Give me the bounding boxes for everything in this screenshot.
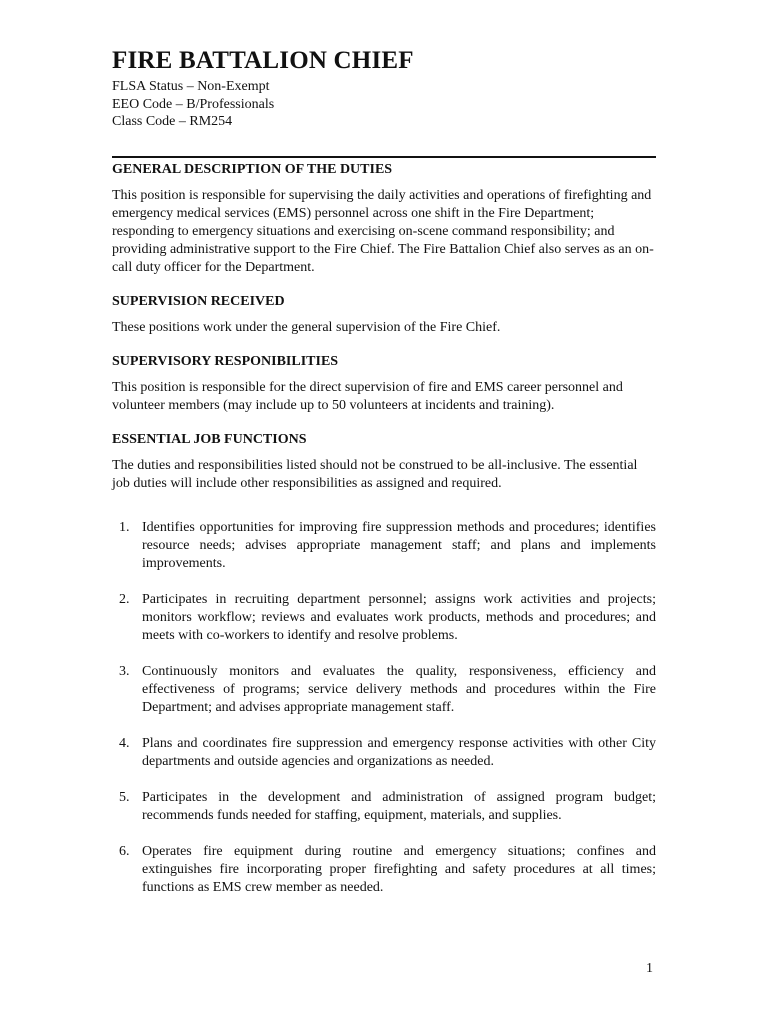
list-item: [112, 519, 656, 573]
flsa-status: FLSA Status – Non-Exempt: [112, 79, 270, 94]
list-item: [112, 663, 656, 717]
heading-general-description: GENERAL DESCRIPTION OF THE DUTIES: [112, 161, 393, 177]
essential-job-functions-text: The duties and responsibilities listed should not be construed to be all-inclusive. The essential job duties will include other responsibilities as assigned and required.: [112, 457, 638, 491]
list-item-number: 1.: [119, 519, 130, 535]
heading-supervision-received: SUPERVISION RECEIVED: [112, 293, 285, 309]
section-divider: [112, 156, 656, 158]
list-item-text: Operates fire equipment during routine and emergency situations; confines and extinguishes fire incorporating proper firefighting and safety procedures at all times; functions as EMS crew member as needed.: [142, 843, 656, 895]
general-description-text: This position is responsible for supervising the daily activities and operations of firefighting and emergency medical services (EMS) personnel across one shift in the Fire Department; responding to emergency situations and exercising on-scene command responsibility; and providing administrative support to the Fire Chief. The Fire Battalion Chief also serves as an on- call duty officer for the Department.: [112, 187, 654, 275]
heading-supervisory-responsibilities: SUPERVISORY RESPONIBILITIES: [112, 353, 339, 369]
list-item-text: Plans and coordinates fire suppression and emergency response activities with other City departments and outside agencies and organizations as needed.: [142, 735, 656, 769]
heading-essential-job-functions: ESSENTIAL JOB FUNCTIONS: [112, 431, 307, 447]
list-item-text: Participates in recruiting department personnel; assigns work activities and projects; monitors workflow; reviews and evaluates work products, methods and procedures; and meets with co-workers to identify and resolve problems.: [142, 591, 656, 643]
list-item: [112, 591, 656, 645]
document-page: [112, 44, 656, 897]
list-item-number: 5.: [119, 789, 130, 805]
list-item-number: 6.: [119, 843, 130, 859]
list-item: [112, 789, 656, 825]
list-item: [112, 843, 656, 897]
list-item-number: 4.: [119, 735, 130, 751]
list-item-text: Participates in the development and administration of assigned program budget; recommends funds needed for staffing, equipment, materials, and supplies.: [142, 789, 656, 823]
classification-block: [112, 78, 656, 131]
page-title: FIRE BATTALION CHIEF: [112, 47, 414, 74]
supervision-received-text: These positions work under the general supervision of the Fire Chief.: [112, 319, 501, 335]
duties-list: [112, 519, 656, 897]
eeo-code: EEO Code – B/Professionals: [112, 96, 275, 112]
class-code: Class Code – RM254: [112, 114, 233, 129]
list-item-text: Continuously monitors and evaluates the quality, responsiveness, efficiency and effectiveness of programs; service delivery methods and procedures within the Fire Department; and advises appropriate management staff.: [142, 663, 656, 715]
supervisory-responsibilities-text: This position is responsible for the direct supervision of fire and EMS career personnel and volunteer members (may include up to 50 volunteers at incidents and training).: [112, 379, 623, 413]
list-item-number: 3.: [119, 663, 130, 679]
list-item-number: 2.: [119, 591, 130, 607]
list-item-text: Identifies opportunities for improving fire suppression methods and procedures; identifies resource needs; advises appropriate management staff; and plans and implements improvements.: [142, 519, 656, 571]
page-number: 1: [646, 961, 653, 976]
list-item: [112, 735, 656, 771]
